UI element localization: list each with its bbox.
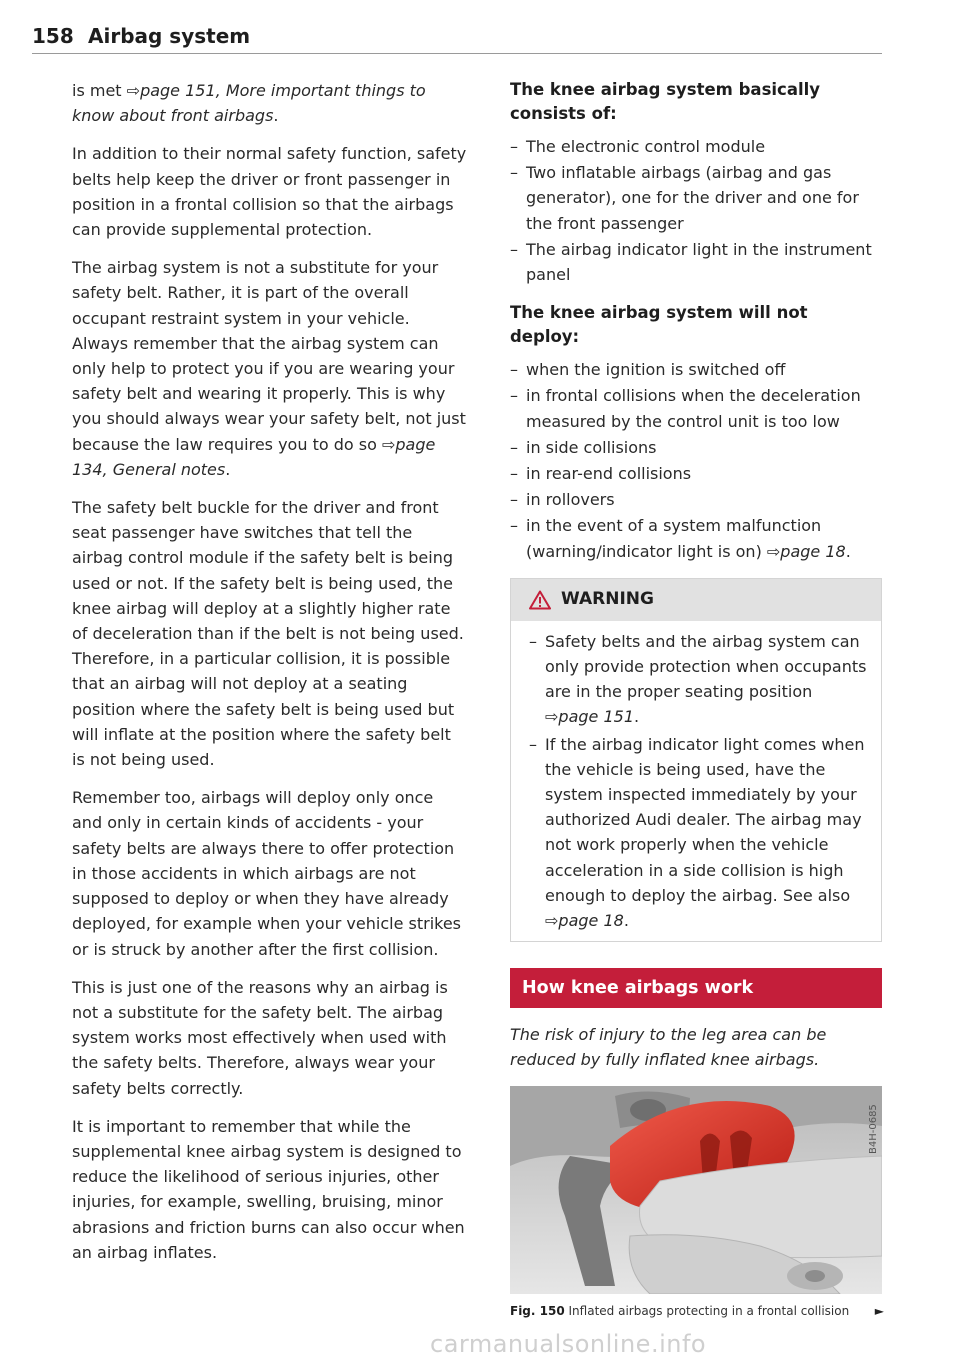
paragraph-text: is met xyxy=(72,81,127,100)
figure-id-label xyxy=(865,1092,879,1158)
page-header xyxy=(32,22,882,56)
watermark: carmanualsonline.info xyxy=(430,1330,707,1358)
paragraph-text: . xyxy=(273,106,279,126)
warning-list xyxy=(529,629,869,933)
page-reference-link[interactable]: ⇨page 134, General notes xyxy=(72,434,436,479)
figure-caption xyxy=(510,1302,882,1321)
warning-title: WARNING xyxy=(561,589,654,610)
list-item xyxy=(529,732,869,934)
page-reference-link[interactable]: ⇨page 18 xyxy=(766,541,846,561)
paragraph-continued xyxy=(72,78,468,128)
consists-list xyxy=(510,134,882,287)
page-reference-link[interactable]: ⇨page 151, More important things to know about front airbags xyxy=(72,81,426,126)
warning-body xyxy=(511,621,881,941)
list-item-text: . xyxy=(634,707,640,727)
list-item-text: If the airbag indicator light comes when the vehicle is being used, have the system inspected immediately by your authorized Audi dealer. The airbag may not work properly when the vehicle acceleration in a side collision is high enough to deploy the airbag. See also xyxy=(545,734,865,905)
page-number: 158 xyxy=(32,24,74,48)
list-item: – when the ignition is switched off xyxy=(510,357,882,382)
list-item xyxy=(510,513,882,563)
list-item: – in rollovers xyxy=(510,487,882,512)
not-deploy-list xyxy=(510,357,882,564)
paragraph-text: The airbag system is not a substitute for your safety belt. Rather, it is part of the overall occupant restraint system in your vehicle. Always remember that the airbag system can only help to protect you if you are wearing your safety belt and wearing it properly. This is why you should always wear your safety belt, not just because the law requires you to do so xyxy=(72,258,466,454)
warning-triangle-icon xyxy=(529,590,551,610)
header-rule xyxy=(32,53,882,54)
left-column xyxy=(72,78,468,1278)
section-heading-bar xyxy=(510,968,882,1008)
list-item-text: Safety belts and the airbag system can only provide protection when occupants are in the proper seating position xyxy=(545,631,867,702)
warning-box xyxy=(510,578,882,942)
paragraph-reasons: This is just one of the reasons why an airbag is not a substitute for the safety belt. The airbag system works most effectively when used with the safety belts. Therefore, always wear your safety belts correctly. xyxy=(72,977,448,1098)
list-item: – The electronic control module xyxy=(510,134,882,159)
paragraph-other-injuries: It is important to remember that while the supplemental knee airbag system is designed to reduce the likelihood of serious injuries, other injuries, for example, swelling, bruising, minor abrasions and friction burns can also occur when an airbag inflates. xyxy=(72,1116,465,1262)
list-item: – in frontal collisions when the deceleration measured by the control unit is too low xyxy=(510,383,882,433)
list-item: – in rear-end collisions xyxy=(510,461,882,486)
section-title: How knee airbags work xyxy=(522,977,754,998)
paragraph-buckle-switches: The safety belt buckle for the driver and front seat passenger have switches that tell the airbag control module if the safety belt is being used or not. If the safety belt is being used, the knee airbag will deploy at a slightly higher rate of deceleration than if the belt is not being used. Therefore, in a particular collision, it is possible that an airbag will not deploy at a seating position where the safety belt is being used but will inflate at the position where the safety belt is not being used. xyxy=(72,498,464,770)
warning-header xyxy=(511,579,881,621)
not-deploy-heading: The knee airbag system will not deploy: xyxy=(510,303,808,347)
knee-airbag-illustration xyxy=(510,1086,882,1294)
consists-heading: The knee airbag system basically consists of: xyxy=(510,80,821,123)
page-title: Airbag system xyxy=(88,24,251,48)
figure-caption-text: Inflated airbags protecting in a frontal collision xyxy=(568,1303,850,1318)
page-reference-link[interactable]: ⇨page 151 xyxy=(545,707,634,727)
paragraph-deploy-once: Remember too, airbags will deploy only once and only in certain kinds of accidents - your safety belts are always there to offer protection in those accidents in which airbags are not supposed to deploy or when they have already deployed, for example when your vehicle strikes or is struck by another after the first collision. xyxy=(72,788,462,959)
paragraph-belts-function: In addition to their normal safety function, safety belts help keep the driver or front passenger in position in a frontal collision so that the airbags can provide supplemental protection. xyxy=(72,144,467,240)
list-item: – in side collisions xyxy=(510,435,882,460)
paragraph-text: . xyxy=(225,459,231,479)
list-item-text: . xyxy=(623,911,629,931)
list-item: – Two inflatable airbags (airbag and gas generator), one for the driver and one for the front passenger xyxy=(510,160,882,236)
svg-text:B4H-0685: B4H-0685 xyxy=(868,1103,879,1154)
page-reference-link[interactable]: ⇨page 18 xyxy=(545,911,624,931)
figure-number: Fig. 150 xyxy=(510,1303,565,1318)
right-column xyxy=(510,78,882,1321)
list-item-text: in the event of a system malfunction (warning/indicator light is on) xyxy=(526,516,822,561)
list-item xyxy=(529,629,869,730)
paragraph-not-substitute xyxy=(72,255,468,482)
list-item-text: . xyxy=(845,541,851,561)
continue-arrow-icon[interactable]: ► xyxy=(874,1303,884,1318)
section-intro: The risk of injury to the leg area can be reduced by fully inflated knee airbags. xyxy=(510,1025,827,1070)
figure-knee-airbags xyxy=(510,1086,882,1294)
list-item: – The airbag indicator light in the instrument panel xyxy=(510,237,882,287)
